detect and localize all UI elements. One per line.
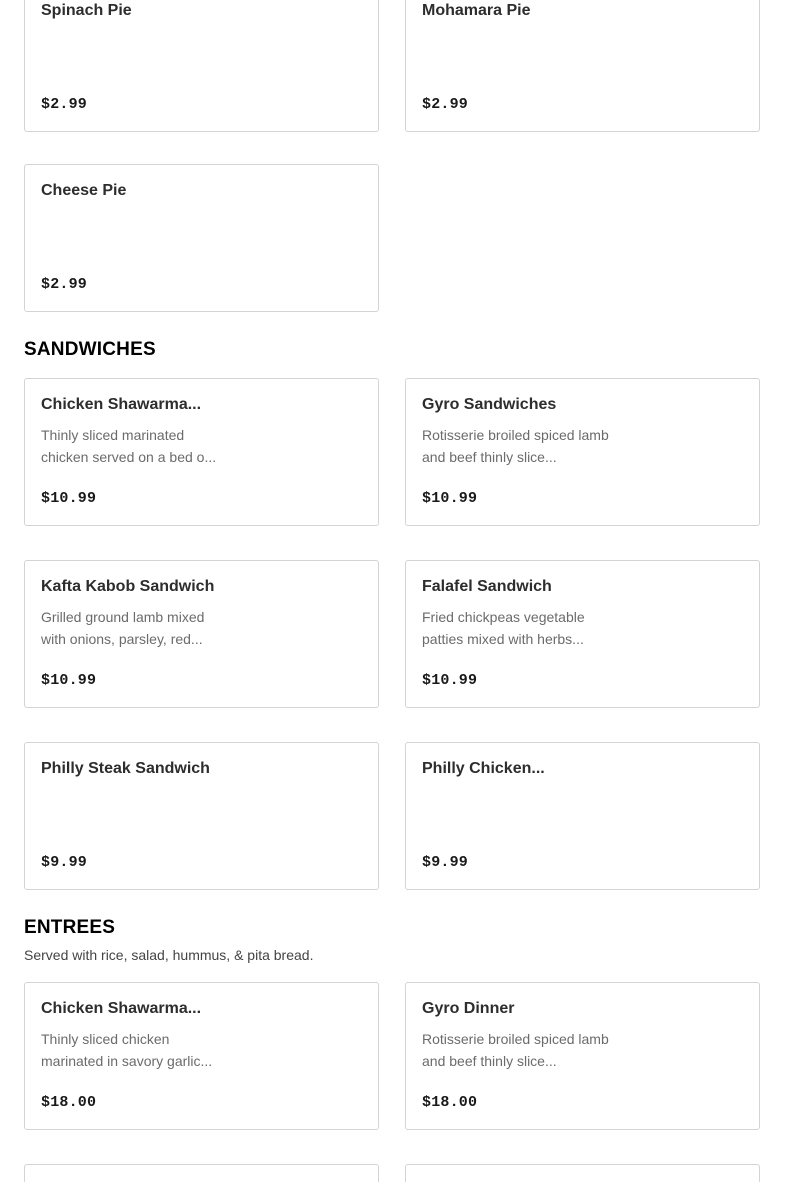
menu-item-card[interactable] [405,0,760,132]
menu-item-card[interactable] [405,560,760,708]
menu-item-card[interactable] [24,0,379,132]
menu-item-card[interactable] [405,378,760,526]
section-title: SANDWICHES [24,339,156,360]
item-description: Rotisserie broiled spiced lamb and beef thinly slice... [422,427,609,465]
menu-item-card[interactable] [24,378,379,526]
item-name: Gyro Dinner [422,1000,515,1017]
item-description: Fried chickpeas vegetable patties mixed with herbs... [422,609,585,647]
item-name: Falafel Sandwich [422,578,552,595]
item-price: $18.00 [422,1094,478,1111]
item-price: $2.99 [41,96,88,113]
menu-item-card[interactable] [24,560,379,708]
item-price: $10.99 [422,490,478,507]
item-name: Spinach Pie [41,2,132,19]
item-description: Grilled ground lamb mixed with onions, parsley, red... [41,609,205,647]
item-description: Rotisserie broiled spiced lamb and beef thinly slice... [422,1031,609,1069]
item-price: $10.99 [41,672,97,689]
item-name: Chicken Shawarma... [41,396,202,413]
item-name: Cheese Pie [41,182,127,199]
item-price: $9.99 [41,854,88,871]
item-description: Thinly sliced marinated chicken served on a bed o... [41,427,217,465]
section-title: ENTREES [24,917,116,938]
menu-item-card[interactable] [24,164,379,312]
menu-item-card[interactable] [405,982,760,1130]
section-subtitle: Served with rice, salad, hummus, & pita bread. [24,947,314,963]
item-description: Thinly sliced chicken marinated in savory garlic... [41,1031,213,1069]
item-name: Philly Chicken... [422,760,545,777]
item-price: $9.99 [422,854,469,871]
item-price: $10.99 [41,490,97,507]
item-name: Mohamara Pie [422,2,531,19]
item-name: Chicken Shawarma... [41,1000,202,1017]
menu-item-card[interactable] [405,1164,760,1182]
item-name: Kafta Kabob Sandwich [41,578,215,595]
item-name: Gyro Sandwiches [422,396,557,413]
menu-item-card[interactable] [24,742,379,890]
item-price: $2.99 [41,276,88,293]
item-price: $2.99 [422,96,469,113]
item-name: Philly Steak Sandwich [41,760,210,777]
menu-item-card[interactable] [405,742,760,890]
item-price: $18.00 [41,1094,97,1111]
item-price: $10.99 [422,672,478,689]
menu-item-card[interactable] [24,982,379,1130]
menu-item-card[interactable] [24,1164,379,1182]
